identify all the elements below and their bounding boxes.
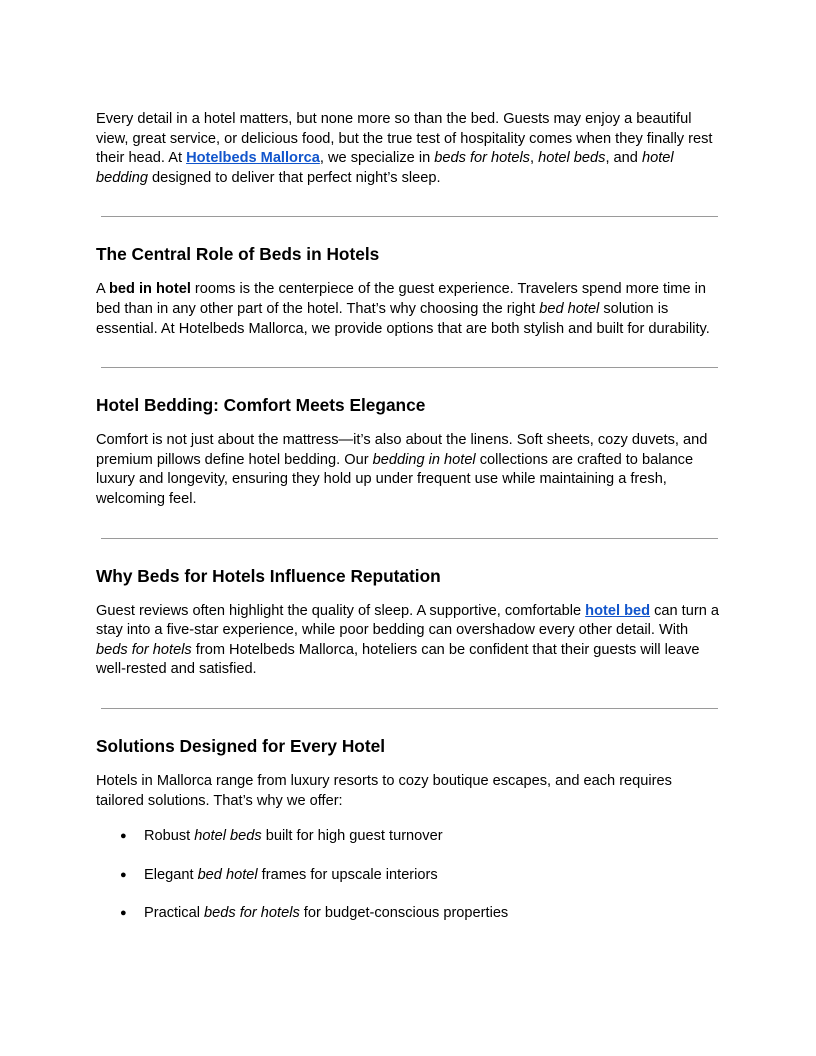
section-paragraph: Hotels in Mallorca range from luxury resorts to cozy boutique escapes, and each requires tailored solutions. That’s why we offer: xyxy=(96,772,672,809)
intro-paragraph: Every detail in a hotel matters, but none more so than the bed. Guests may enjoy a beautiful view, great service, or delicious food, but the true test of hospitality comes when they finally rest their head. At Hotelbeds Mallorca, we specialize in beds for hotels, hotel beds, and hotel bedding designed to deliver that perfect night’s sleep. xyxy=(96,111,713,186)
hotel-bed-link[interactable]: hotel bed xyxy=(585,602,651,619)
section-divider xyxy=(101,216,718,217)
section-divider xyxy=(101,538,718,539)
solutions-list xyxy=(96,827,720,924)
section-paragraph: Guest reviews often highlight the quality of sleep. A supportive, comfortable hotel bed can turn a stay into a five-star experience, while poor bedding can overshadow every other detail. With beds for hotels from Hotelbeds Mallorca, hoteliers can be confident that their guests will leave well-rested and satisfied. xyxy=(96,602,720,678)
section-divider xyxy=(101,708,718,709)
section-heading: Hotel Bedding: Comfort Meets Elegance xyxy=(96,395,426,416)
section-heading: The Central Role of Beds in Hotels xyxy=(96,244,380,265)
bullet-icon: ● xyxy=(120,907,127,920)
section-heading: Solutions Designed for Every Hotel xyxy=(96,735,386,756)
section-paragraph: Comfort is not just about the mattress—it’s also about the linens. Soft sheets, cozy duvets, and premium pillows define hotel bedding. Our bedding in hotel collections are crafted to balance luxury and longevity, ensuring they hold up under frequent use while maintaining a fresh, welcoming feel. xyxy=(96,432,708,507)
bullet-icon: ● xyxy=(120,830,127,843)
section-divider xyxy=(101,367,718,368)
list-item: ● Elegant bed hotel frames for upscale interiors xyxy=(96,866,720,886)
list-item: ● Robust hotel beds built for high guest turnover xyxy=(96,827,720,847)
document-body xyxy=(96,110,720,924)
section-heading: Why Beds for Hotels Influence Reputation xyxy=(96,565,441,586)
hotelbeds-mallorca-link[interactable]: Hotelbeds Mallorca xyxy=(186,150,320,167)
list-item: ● Practical beds for hotels for budget-conscious properties xyxy=(96,904,720,924)
bullet-icon: ● xyxy=(120,868,127,881)
section-paragraph: A bed in hotel rooms is the centerpiece of the guest experience. Travelers spend more time in bed than in any other part of the hotel. That’s why choosing the right bed hotel solution is essential. At Hotelbeds Mallorca, we provide options that are both stylish and built for durability. xyxy=(96,281,710,337)
